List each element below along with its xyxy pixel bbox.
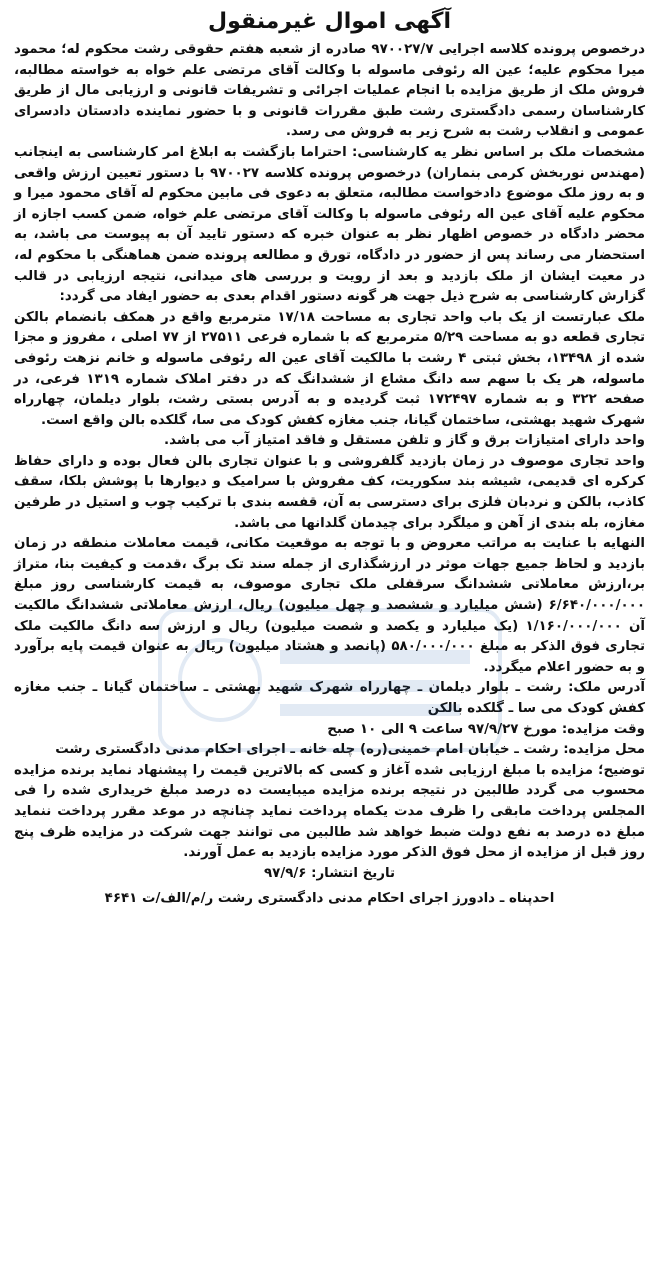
- property-details-paragraph: ملک عبارتست از یک باب واحد تجاری به مساحت ۱۷/۱۸ مترمربع واقع در همکف بانضمام بالکن تجاری قطعه دو به مساحت ۵/۲۹ مترمربع که با شماره فرعی ۲۷۵۱۱ از ۷۷ اصلی ، مفروز و مجزا شده از ۱۳۴۹۸، بخش ثبتی ۴ رشت با مالکیت آقای عین اله رئوفی ماسوله و خانم نزهت رئوفی ماسوله، هر یک با سهم سه دانگ مشاع از ششدانگ که در دفتر املاک شماره ۱۳۱۹ فرعی، در صفحه ۳۲۲ و به شماره ۱۷۲۴۹۷ ثبت گردیده و به آدرس بستی رشت، بلوار دیلمان، چهارراه شهرک شهید بهشتی، ساختمان گیانا، جنب مغازه کفش کودک می سا، گلکده بالن واقع است.: [14, 309, 646, 428]
- auction-time-line: وقت مزایده: مورخ ۹۷/۹/۲۷ ساعت ۹ الی ۱۰ صبح: [327, 721, 645, 737]
- publish-date-line: تاریخ انتشار: ۹۷/۹/۶: [263, 865, 396, 881]
- description-paragraph: واحد تجاری موصوف در زمان بازدید گلفروشی و با عنوان تجاری بالن فعال بوده و دارای حفاظ کرکره ای قدیمی، شیشه بند سکوریت، کف مفروش با سرامیک و دیوارها با پوشش بلکا، سقف کاذب، بالکن و نردبان فلزی برای دسترسی به آن، قفسه بندی با ترکیب چوب و استیل در طرفین مغازه، بله بندی از آهن و میلگرد برای چیدمان گلدانها می باشد.: [14, 453, 645, 531]
- note-paragraph: توضیح؛ مزایده با مبلغ ارزیابی شده آغاز و کسی که بالاترین قیمت را پیشنهاد نماید برنده مزایده محسوب می گردد طالبین در نتیجه برنده مزایده میبایست ده درصد مبلغ خریداری شده را فی المجلس پرداخت مابقی را ظرف مدت یکماه پرداخت نماید چنانچه در موعد مقرر پرداخت ننماید مبلغ ده درصد به نفع دولت ضبط خواهد شد طالبین می توانند جهت شرکت در مزایده ظرف پنج روز قبل از مزایده از محل فوق الذکر مورد مزایده بازدید به عمل آورند.: [14, 762, 645, 861]
- valuation-paragraph: النهایه با عنایت به مراتب معروض و با توجه به موقعیت مکانی، قیمت معاملات منطقه در زمان بازدید و لحاظ جمیع جهات موثر در ارزشگذاری از جمله سند تک برگ ،قدمت و کیفیت بنا، متراژ بر،ارزش معاملاتی ششدانگ سرقفلی ملک تجاری موصوف، به قیمت کارشناسی روز مبلغ ۶/۶۴۰/۰۰۰/۰۰۰ (شش میلیارد و ششصد و چهل میلیون) ریال، ارزش معاملاتی ششدانگ مالکیت آن ۱/۱۶۰/۰۰۰/۰۰۰ (یک میلیارد و یکصد و شصت میلیون) ریال و ارزش سه دانگ مالکیت ملک تجاری فوق الذکر به مبلغ ۵۸۰/۰۰۰/۰۰۰ (پانصد و هشتاد میلیون) ریال به عنوان قیمت پایه برآورد و به حضور اعلام میگردد.: [14, 536, 645, 675]
- utilities-paragraph: واحد دارای امتیازات برق و گاز و تلفن مستقل و فاقد امتیاز آب می باشد.: [164, 433, 645, 449]
- intro-paragraph: درخصوص پرونده کلاسه اجرایی ۹۷۰۰۲۷/۷ صادره از شعبه هفتم حقوقی رشت محکوم له؛ محمود میرا محکوم علیه؛ عین اله رئوفی ماسوله با وکالت آقای مرتضی علم خواه به خواسته مطالبه، فروش ملک از طریق مزایده با انجام عملیات اجرائی و تشریفات قانونی و ارزیابی مال از طریق کارشناسان رسمی دادگستری رشت طبق مقررات قانونی و با حضور نماینده دادستان دادسرای عمومی و انقلاب رشت به شرح زیر به فروش می رسد.: [14, 42, 645, 140]
- address-paragraph: آدرس ملک: رشت ـ بلوار دیلمان ـ چهارراه شهرک شهید بهشتی ـ ساختمان گیانا ـ جنب مغازه کفش کودک می سا ـ گلکده بالکن: [14, 680, 645, 716]
- expert-opinion-paragraph: مشخصات ملک بر اساس نظر یه کارشناسی: احتراما بازگشت به ابلاغ امر کارشناسی به اینجانب (مهندس نوربخش کرمی بنماران) درخصوص پرونده کلاسه ۹۷۰۰۲۷ با دستور تعیین ارزش واقعی و به روز ملک موضوع دادخواست مطالبه، متعلق به دعوی فی مابین محکوم له آقای محمود میرا و محکوم علیه آقای عین اله رئوفی ماسوله با وکالت آقای مرتضی علم خواه، ضمن کسب اجازه از محضر دادگاه در خصوص اظهار نظر به عنوان خبره که دستور تایید آن به پیوست می باشد، به استحضار می رساند پس از حضور در دادگاه، تورق و مطالعه پرونده ضمن هماهنگی با محکوم له، در معیت ایشان از ملک بازدید و بعد از رویت و بررسی های میدانی، نتیجه ارزیابی در قالب گزارش کارشناسی به شرح ذیل جهت هر گونه دستور اقدام بعدی به حضور ایفاد می گردد:: [14, 144, 645, 305]
- auction-place-paragraph: محل مزایده: رشت ـ خیابان امام خمینی(ره) چله خانه ـ اجرای احکام مدنی دادگستری رشت: [55, 742, 645, 758]
- notice-title: آگهی اموال غیرمنقول: [207, 9, 452, 34]
- footer-signature: احدپناه ـ دادورز اجرای احکام مدنی دادگستری رشت ر/م/الف/ت ۴۶۴۱: [104, 891, 555, 907]
